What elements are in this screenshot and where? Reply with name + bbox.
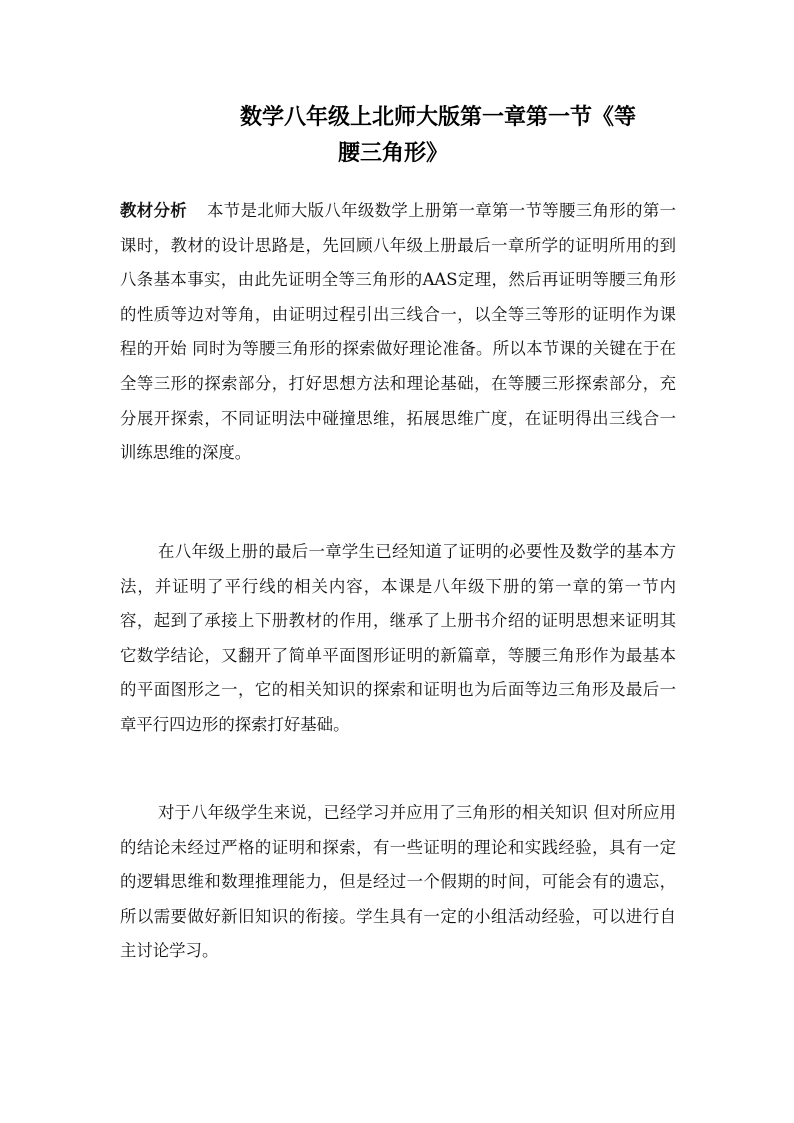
page-title-line2: 腰三角形》 xyxy=(338,141,449,166)
paragraph-student-analysis: 对于八年级学生来说，已经学习并应用了三角形的相关知识 但对所应用的结论未经过严格的证明和探索，有一些证明的理论和实践经验，具有一定的逻辑思维和数理推理能力，但是经过一个假期的时间，可能会有的遗忘，所以需要做好新旧知识的衔接。学生具有一定的小组活动经验，可以进行自主讨论学习。 xyxy=(120,803,676,961)
paragraph-curriculum-position: 在八年级上册的最后一章学生已经知道了证明的必要性及数学的基本方法，并证明了平行线的相关内容，本课是八年级下册的第一章的第一节内容，起到了承接上下册教材的作用，继承了上册书介绍的证明思想来证明其它数学结论，又翻开了简单平面图形证明的新篇章，等腰三角形作为最基本的平面图形之一，它的相关知识的探索和证明也为后面等边三角形及最后一章平行四边形的探索打好基础。 xyxy=(120,542,676,734)
page-title xyxy=(120,100,676,172)
paragraph-textbook-analysis xyxy=(120,194,676,471)
section-label: 教材分析 xyxy=(120,201,188,220)
paragraph-text: 本节是北师大版八年级数学上册第一章第一节等腰三角形的第一课时，教材的设计思路是，先回顾八年级上册最后一章所学的证明所用的到八条基本事实，由此先证明全等三角形的AAS定理，然后再证明等腰三角形的性质等边对等角，由证明过程引出三线合一，以全等三等形的证明作为课程的开始 同时为等腰三角形的探索做好理论准备。所以本节课的关键在于在全等三形的探索部分，打好思想方法和理论基础，在等腰三形探索部分，充分展开探索，不同证明法中碰撞思维，拓展思维广度，在证明得出三线合一训练思维的深度。 xyxy=(120,201,676,463)
page-title-line1: 数学八年级上北师大版第一章第一节《等 xyxy=(240,105,637,130)
